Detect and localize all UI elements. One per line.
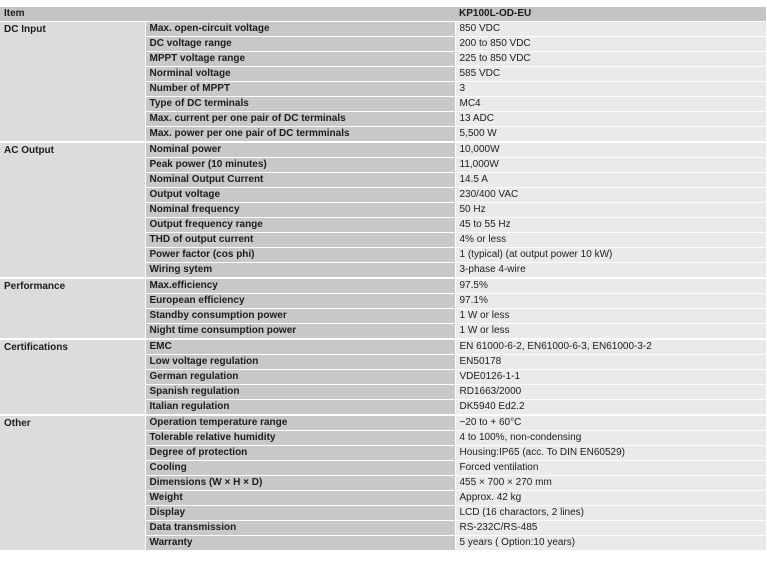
parameter-name: Degree of protection [145,446,455,461]
parameter-value: 1 W or less [455,324,766,340]
parameter-value: 45 to 55 Hz [455,218,766,233]
parameter-value: Forced ventilation [455,461,766,476]
parameter-name: DC voltage range [145,37,455,52]
parameter-value: −20 to + 60°C [455,415,766,431]
header-row [0,7,766,22]
parameter-name: Standby consumption power [145,309,455,324]
parameter-name: Max. power per one pair of DC termminals [145,127,455,143]
parameter-name: Max. open-circuit voltage [145,22,455,37]
parameter-value: 3 [455,82,766,97]
table-row [0,142,766,158]
group-label: Certifications [0,339,145,415]
parameter-value: 1 (typical) (at output power 10 kW) [455,248,766,263]
table-row [0,415,766,431]
parameter-name: Power factor (cos phi) [145,248,455,263]
group-label: AC Output [0,142,145,278]
parameter-name: German regulation [145,370,455,385]
parameter-value: 4 to 100%, non-condensing [455,431,766,446]
parameter-value: 5 years ( Option:10 years) [455,536,766,552]
parameter-value: RS-232C/RS-485 [455,521,766,536]
table-row [0,339,766,355]
parameter-name: Wiring sytem [145,263,455,279]
group-label: DC Input [0,22,145,143]
parameter-name: Tolerable relative humidity [145,431,455,446]
parameter-value: Approx. 42 kg [455,491,766,506]
parameter-value: 4% or less [455,233,766,248]
parameter-name: Spanish regulation [145,385,455,400]
parameter-name: Warranty [145,536,455,552]
parameter-value: 1 W or less [455,309,766,324]
parameter-name: Output frequency range [145,218,455,233]
parameter-value: 14.5 A [455,173,766,188]
group-label: Other [0,415,145,551]
parameter-value: RD1663/2000 [455,385,766,400]
parameter-value: 850 VDC [455,22,766,37]
parameter-name: Low voltage regulation [145,355,455,370]
parameter-value: DK5940 Ed2.2 [455,400,766,416]
parameter-value: MC4 [455,97,766,112]
parameter-value: 455 × 700 × 270 mm [455,476,766,491]
parameter-name: Dimensions (W × H × D) [145,476,455,491]
parameter-value: 10,000W [455,142,766,158]
parameter-name: Nominal power [145,142,455,158]
header-item: Item [0,7,455,22]
parameter-value: 97.1% [455,294,766,309]
parameter-name: MPPT voltage range [145,52,455,67]
parameter-name: Cooling [145,461,455,476]
parameter-name: Italian regulation [145,400,455,416]
parameter-name: Type of DC terminals [145,97,455,112]
table-row [0,22,766,37]
parameter-value: 50 Hz [455,203,766,218]
spec-table-body [0,7,766,551]
parameter-name: European efficiency [145,294,455,309]
parameter-name: Max.efficiency [145,278,455,294]
parameter-name: Max. current per one pair of DC terminals [145,112,455,127]
parameter-value: 5,500 W [455,127,766,143]
group-label: Performance [0,278,145,339]
parameter-value: Housing:IP65 (acc. To DIN EN60529) [455,446,766,461]
parameter-name: Nominal Output Current [145,173,455,188]
parameter-value: EN50178 [455,355,766,370]
parameter-name: Data transmission [145,521,455,536]
parameter-value: EN 61000-6-2, EN61000-6-3, EN61000-3-2 [455,339,766,355]
parameter-value: 225 to 850 VDC [455,52,766,67]
spec-table [0,7,766,552]
parameter-value: 13 ADC [455,112,766,127]
parameter-value: 11,000W [455,158,766,173]
parameter-name: Display [145,506,455,521]
header-model: KP100L-OD-EU [455,7,766,22]
parameter-value: 3-phase 4-wire [455,263,766,279]
parameter-value: 200 to 850 VDC [455,37,766,52]
parameter-name: Weight [145,491,455,506]
parameter-name: Nominal frequency [145,203,455,218]
parameter-name: Number of MPPT [145,82,455,97]
table-row [0,278,766,294]
parameter-value: VDE0126-1-1 [455,370,766,385]
parameter-name: Norminal voltage [145,67,455,82]
parameter-name: Peak power (10 minutes) [145,158,455,173]
parameter-name: THD of output current [145,233,455,248]
parameter-value: LCD (16 charactors, 2 lines) [455,506,766,521]
parameter-value: 585 VDC [455,67,766,82]
parameter-name: Output voltage [145,188,455,203]
parameter-value: 97.5% [455,278,766,294]
parameter-name: Operation temperature range [145,415,455,431]
parameter-value: 230/400 VAC [455,188,766,203]
parameter-name: Night time consumption power [145,324,455,340]
parameter-name: EMC [145,339,455,355]
